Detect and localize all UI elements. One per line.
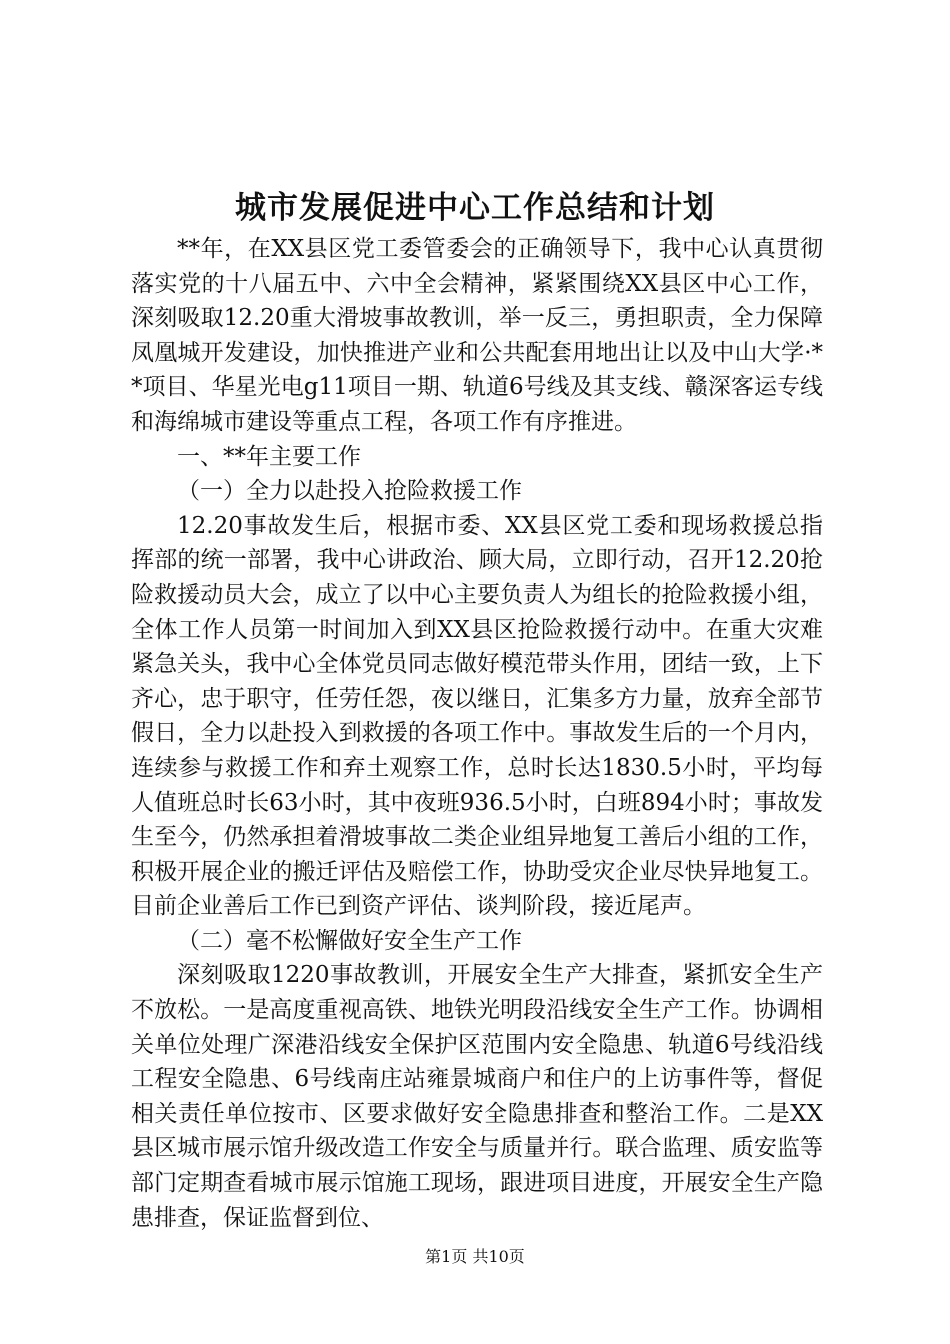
document-body (131, 232, 823, 1235)
section-heading-main-work: 一、**年主要工作 (177, 443, 361, 470)
paragraph-rescue: 12.20事故发生后，根据市委、XX县区党工委和现场救援总指挥部的统一部署，我中心讲政治、顾大局，立即行动，召开12.20抢险救援动员大会，成立了以中心主要负责人为组长的抢险救援小组，全体工作人员第一时间加入到XX县区抢险救援行动中。在重大灾难紧急关头，我中心全体党员同志做好模范带头作用，团结一致，上下齐心，忠于职守，任劳任怨，夜以继日，汇集多方力量，放弃全部节假日，全力以赴投入到救援的各项工作中。事故发生后的一个月内，连续参与救援工作和弃土观察工作，总时长达1830.5小时，平均每人值班总时长63小时，其中夜班936.5小时，白班894小时；事故发生至今，仍然承担着滑坡事故二类企业组异地复工善后小组的工作，积极开展企业的搬迁评估及赔偿工作，协助受灾企业尽快异地复工。目前企业善后工作已到资产评估、谈判阶段，接近尾声。 (131, 512, 823, 920)
page-indicator: 第1页 共10页 (425, 1247, 525, 1266)
paragraph-intro: **年，在XX县区党工委管委会的正确领导下，我中心认真贯彻落实党的十八届五中、六中全会精神，紧紧围绕XX县区中心工作，深刻吸取12.20重大滑坡事故教训，举一反三，勇担职责，全力保障凤凰城开发建设，加快推进产业和公共配套用地出让以及中山大学·**项目、华星光电g11项目一期、轨道6号线及其支线、赣深客运专线和海绵城市建设等重点工程，各项工作有序推进。 (131, 236, 823, 435)
subsection-heading-safety: （二）毫不松懈做好安全生产工作 (177, 927, 522, 954)
subsection-heading-rescue: （一）全力以赴投入抢险救援工作 (177, 478, 522, 505)
paragraph-safety: 深刻吸取1220事故教训，开展安全生产大排查，紧抓安全生产不放松。一是高度重视高铁、地铁光明段沿线安全生产工作。协调相关单位处理广深港沿线安全保护区范围内安全隐患、轨道6号线沿线工程安全隐患、6号线南庄站雍景城商户和住户的上访事件等，督促相关责任单位按市、区要求做好安全隐患排查和整治工作。二是XX县区城市展示馆升级改造工作安全与质量并行。联合监理、质安监等部门定期查看城市展示馆施工现场，跟进项目进度，开展安全生产隐患排查，保证监督到位、 (131, 962, 823, 1231)
document-title: 城市发展促进中心工作总结和计划 (235, 190, 715, 226)
